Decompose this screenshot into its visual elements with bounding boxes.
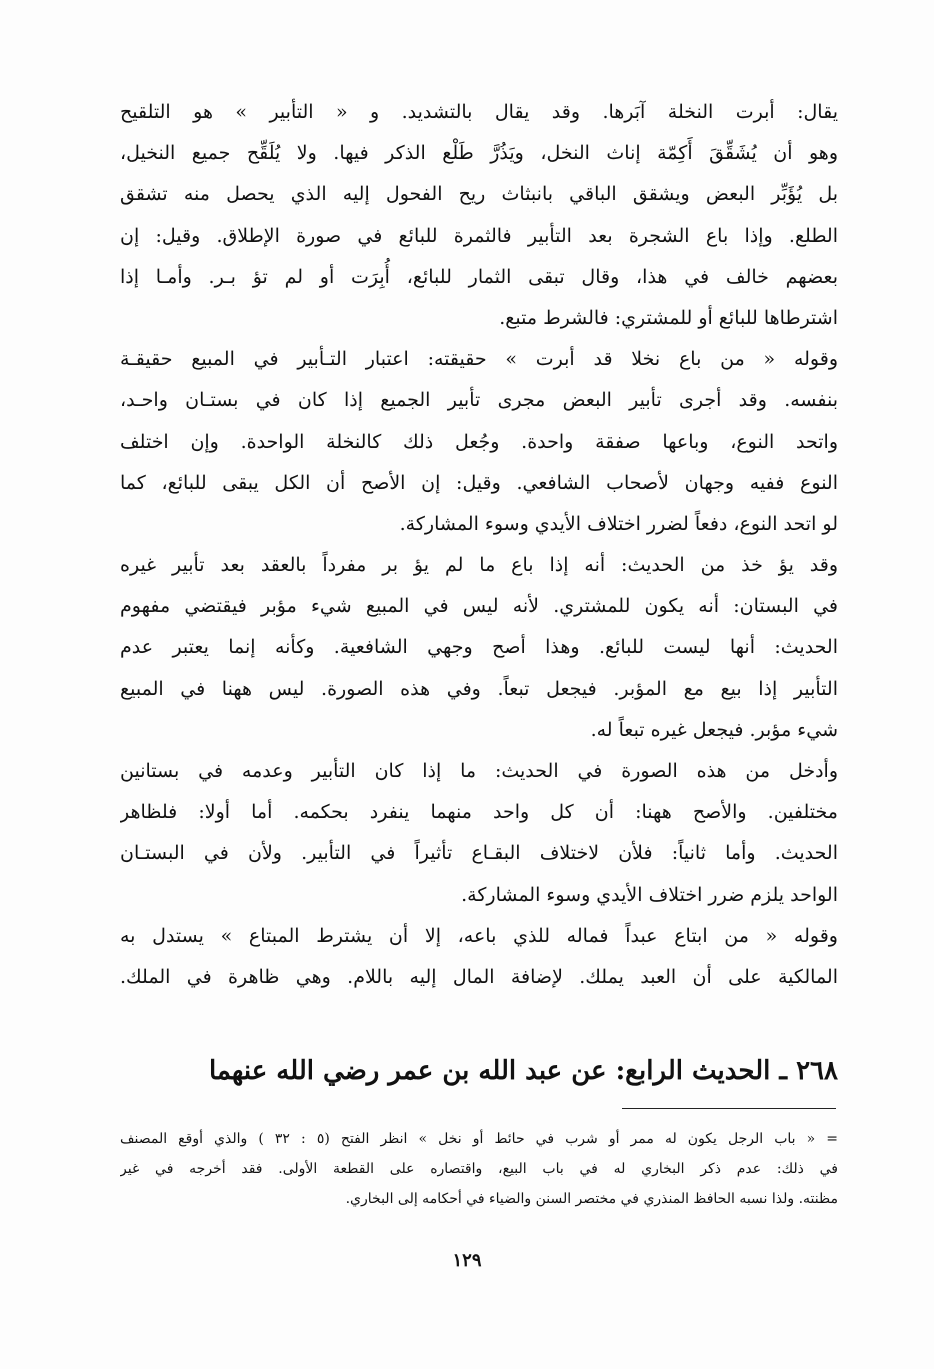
- footnote: [120, 1124, 838, 1214]
- text-line: الطلع. وإذا باع الشجرة بعد التأبير فالثمرة للبائع في صورة الإطلاق. وقيل: إن: [120, 224, 838, 247]
- footnote-line: في ذلك: عدم ذكر البخاري له في باب البيع، واقتصاره على القطعة الأولى. فقد أخرجه في غير: [120, 1161, 838, 1177]
- text-line: لو اتحد النوع، دفعاً لضرر اختلاف الأيدي وسوء المشاركة.: [399, 512, 838, 535]
- main-text: [120, 92, 838, 998]
- text-line: بنفسه. وقد أجرى تأبير البعض مجرى تأبير الجميع إذا كان في بستـان واحـد،: [120, 389, 838, 412]
- text-line: التأبير إذا بيع مع المؤبر. فيجعل تبعاً. وفي هذه الصورة. ليس ههنا في المبيع: [120, 677, 838, 700]
- text-line: وقد يؤ خذ من الحديث: أنه إذا باع ما لم يؤ بر مفرداً بالعقد بعد تأبير غيره: [120, 554, 838, 577]
- text-line: بعضهم خالف في هذا، وقال تبقى الثمار للبائع، أُبِرَت أو لم تؤ بـر. وأمـا إذا: [120, 265, 838, 288]
- text-line: الحديث: أنها ليست للبائع. وهذا أصح وجهي الشافعية. وكأنه إنما يعتبر عدم: [120, 636, 838, 659]
- hadith-heading: ٢٦٨ ـ الحديث الرابع: عن عبد الله بن عمر رضي الله عنهما: [208, 1056, 838, 1086]
- footnote-line: مظنته. ولذا نسبه الحافظ المنذري في مختصر السنن والضياء في أحكامه إلى البخاري.: [345, 1191, 838, 1207]
- text-line: مختلفين. والأصح ههنا: أن كل واحد منهما ينفرد بحكمه. أما أولا: فلظاهر: [120, 801, 838, 824]
- text-line: النوع ففيه وجهان لأصحاب الشافعي. وقيل: إن الأصح أن الكل يبقى للبائع، كما: [120, 471, 838, 494]
- text-line: وقوله « من باع نخلا قد أبرت » حقيقته: اعتبار التـأبير في المبيع حقيقـة: [120, 348, 838, 371]
- text-line: شيء مؤبر. فيجعل غيره تبعاً له.: [590, 718, 838, 741]
- text-line: بل يُؤَبِّر البعض ويشقق الباقي بانبثاث ريح الفحول إليه الذي يحصل منه تشقق: [120, 183, 838, 206]
- text-line: وهو أن يُشَقِّقَ أَكِمّة إناث النخل، ويَذُرَّ طَلْع الذكر فيها. ولا يُلَقِّح جميع النخيل،: [120, 142, 838, 165]
- text-line: المالكية على أن العبد يملك. لإضافة المال إليه باللام. وهي ظاهرة في الملك.: [120, 965, 838, 988]
- text-line: وأدخل من هذه الصورة في الحديث: ما إذا كان التأبير وعدمه في بستانين: [120, 760, 838, 782]
- text-line: في البستان: أنه يكون للمشتري. لأنه ليس في المبيع شيء مؤبر فيقتضي مفهوم: [120, 595, 838, 618]
- text-line: وقوله « من ابتاع عبداً فماله للذي باعه، إلا أن يشترط المبتاع » يستدل به: [120, 924, 838, 947]
- text-line: اشترطاها للبائع أو للمشتري: فالشرط متبع.: [499, 306, 838, 329]
- text-line: يقال: أبرت النخلة آبَرها. وقد يقال بالتشديد. و « التأبير » هو التلقيح: [120, 101, 838, 123]
- footnote-divider: [622, 1108, 836, 1109]
- text-line: الواحد يلزم ضرر اختلاف الأيدي وسوء المشاركة.: [461, 883, 838, 906]
- page-number: ١٢٩: [452, 1250, 482, 1271]
- text-line: واتحد النوع، وباعها صفقة واحدة. وجُعل ذلك كالنخلة الواحدة. وإن اختلف: [120, 430, 838, 453]
- text-line: الحديث. وأما ثانياً: فلأن لاختلاف البقـاع تأثيراً في التأبير. ولأن في البستـان: [120, 842, 838, 865]
- footnote-line: = « باب الرجل يكون له ممر أو شرب في حائط أو نخل » انظر الفتح (٥ : ٣٢ ) والذي أوقع المصنف: [120, 1131, 838, 1147]
